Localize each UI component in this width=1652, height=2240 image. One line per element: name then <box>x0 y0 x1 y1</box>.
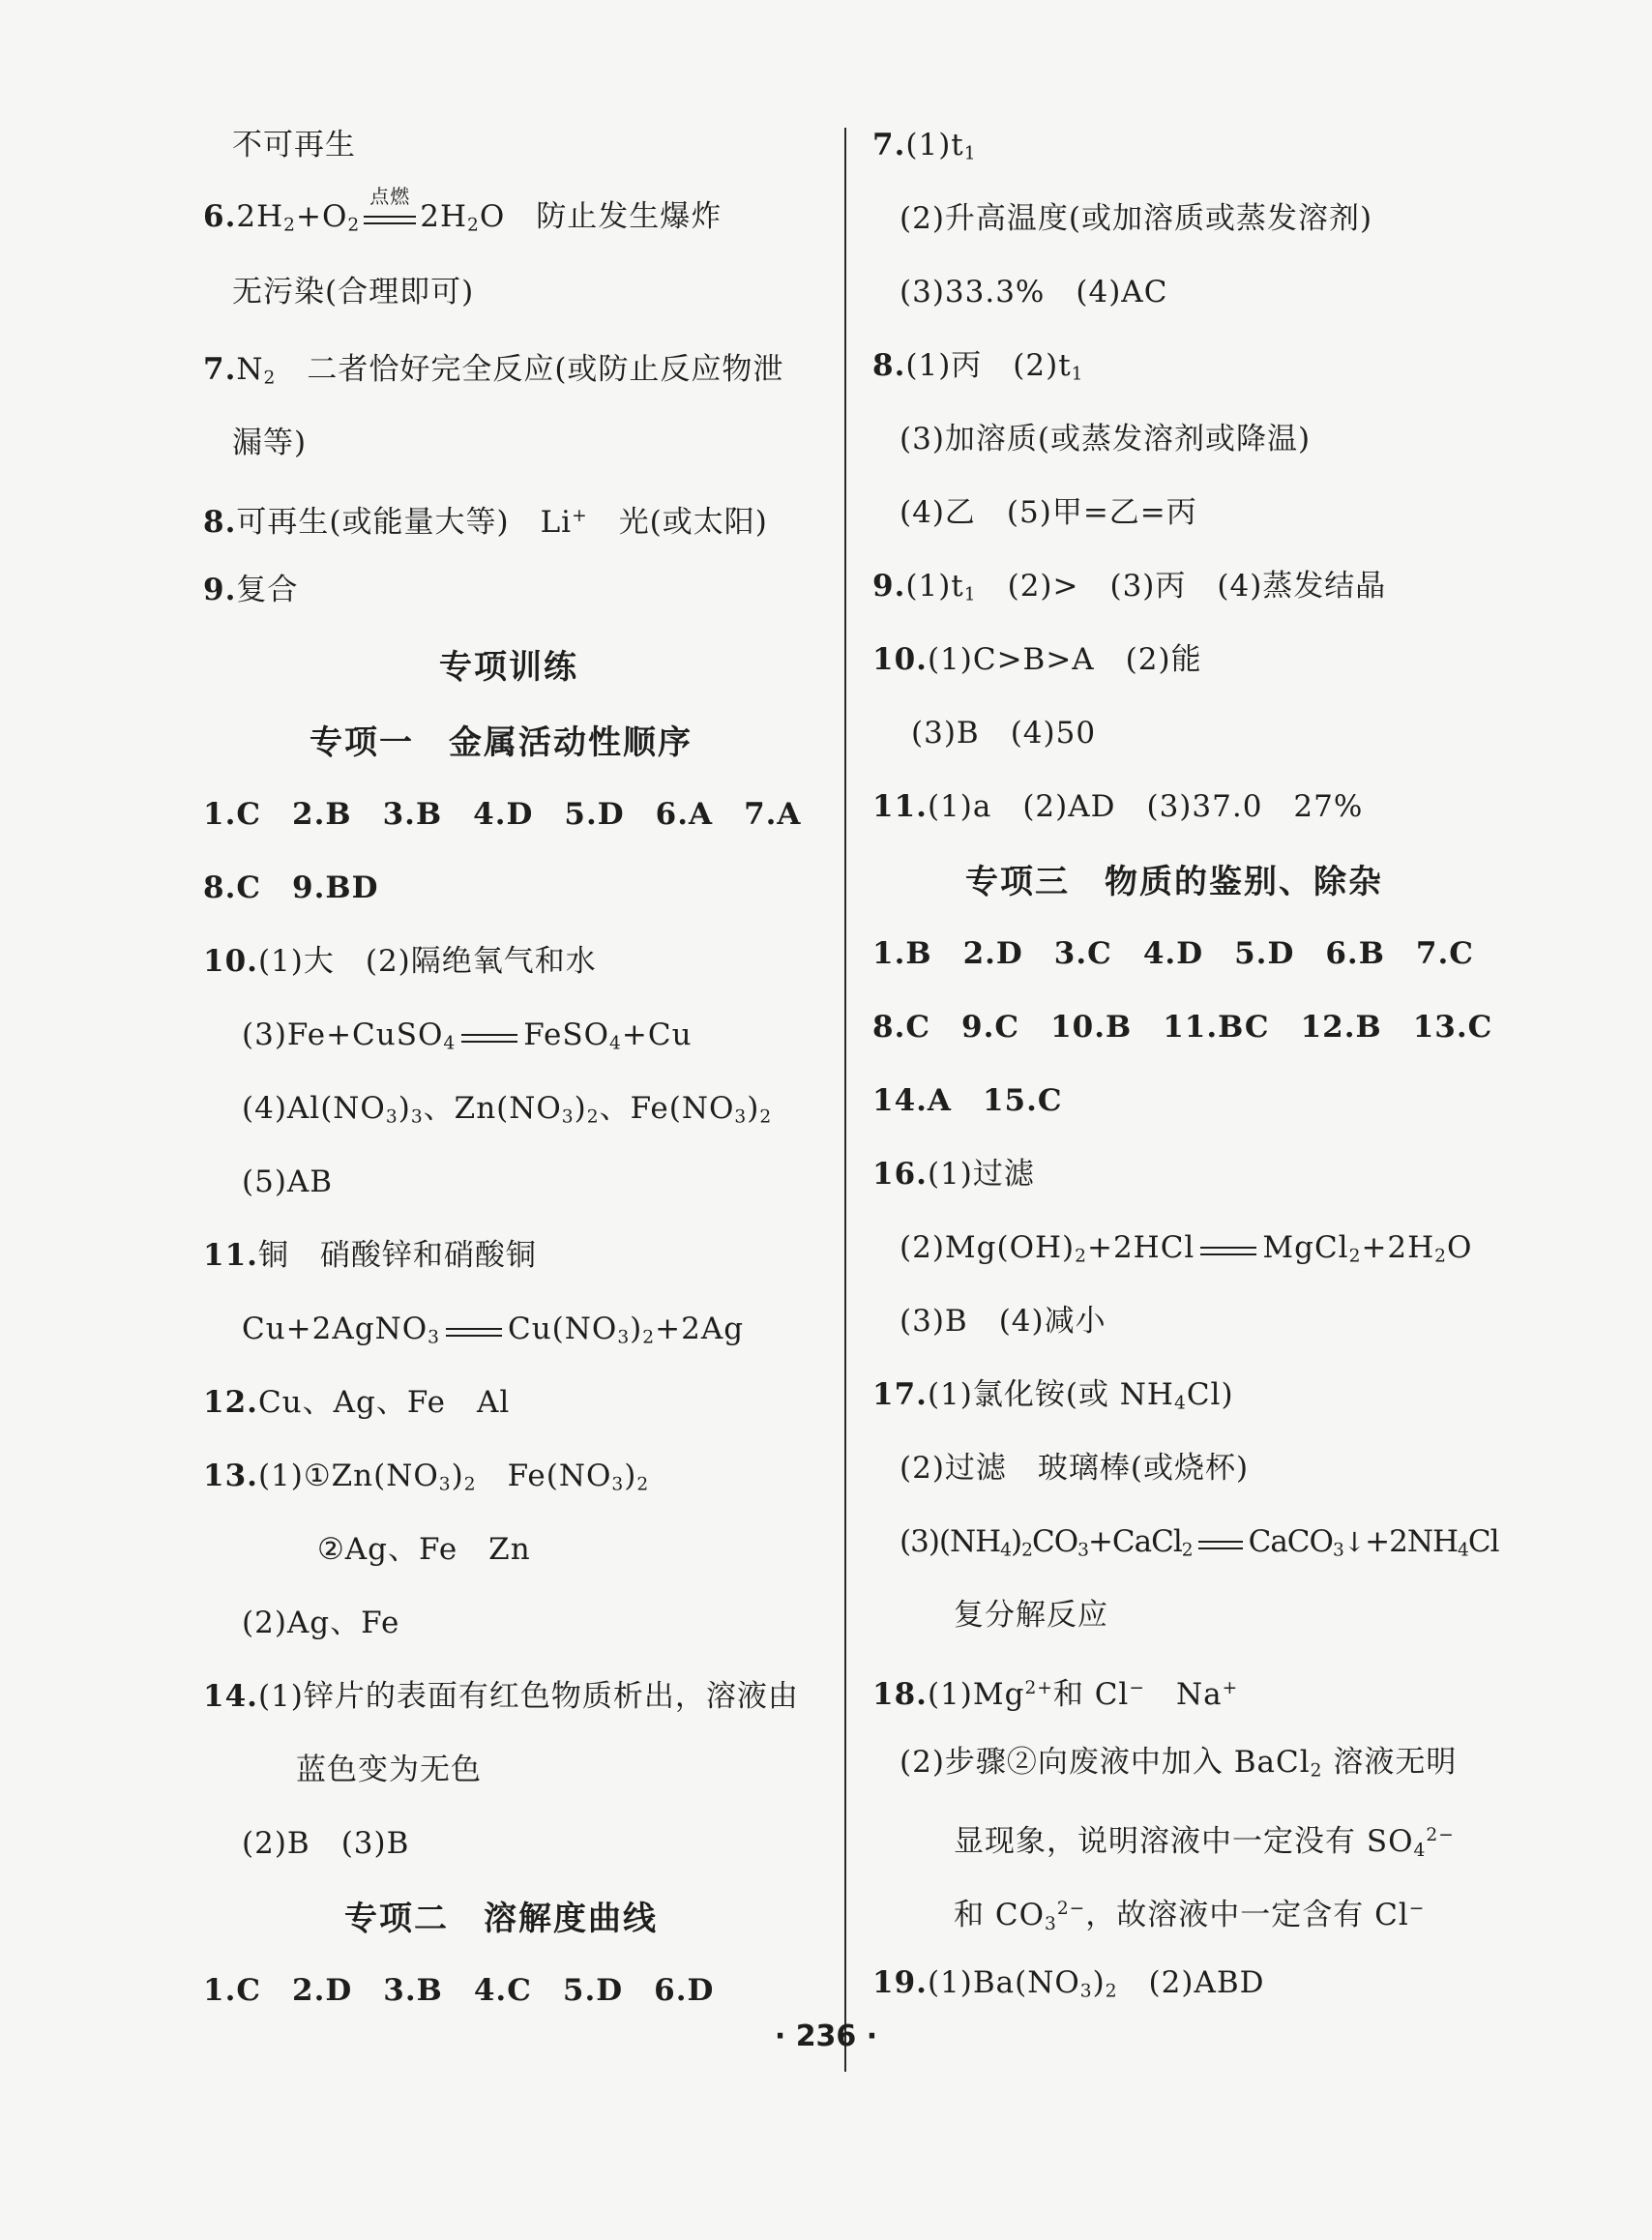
answer-line: 1.C 2.B 3.B 4.D 5.D 6.A 7.A <box>203 797 802 832</box>
answer-18: $18.(1)Mg^{2+}$和 Cl− Na+ <box>872 1677 1239 1713</box>
answer-line: (2)B (3)B <box>242 1826 410 1861</box>
question-number: 10. <box>872 642 928 677</box>
question-number: 10. <box>203 944 258 979</box>
answer-line: $(4)Al(NO_3)_3$、$Zn(NO_3)_2$、$Fe(NO_3)_2$ <box>242 1091 773 1128</box>
answer-line: (2)过滤 玻璃棒(或烧杯) <box>900 1451 1250 1486</box>
answer-13: $13.(1)①Zn(NO_3)_2$ $Fe(NO_3)_2$ <box>203 1459 650 1495</box>
answer-text: ，故溶液中一定含有 Cl <box>1085 1898 1409 1933</box>
answer-line: 不可再生 <box>232 128 356 162</box>
answer-line: 和 $CO_3^{2-}$，故溶液中一定含有 Cl− <box>954 1898 1426 1934</box>
answer-text: (1)过滤 <box>927 1157 1035 1192</box>
answer-line: (5)AB <box>242 1164 334 1199</box>
answer-19: $19.(1)Ba(NO_3)_2$ (2)ABD <box>872 1965 1265 2002</box>
answer-line: 复分解反应 <box>954 1598 1108 1633</box>
answer-text: 防止发生爆炸 <box>536 199 723 234</box>
chemical-equation: $(2)Mg(OH)_2+2HCl$ $MgCl_2+2H_2O$ <box>900 1230 1473 1267</box>
answer-text: (2)ABD <box>1148 1965 1265 2000</box>
section-title: 专项训练 <box>439 648 578 687</box>
column-divider <box>844 128 846 2072</box>
section-one-title: 专项一 金属活动性顺序 <box>310 723 693 762</box>
answer-9 <box>203 571 298 609</box>
answer-16 <box>872 1155 1035 1194</box>
answer-text: (2)> (3)丙 (4)蒸发结晶 <box>1007 569 1387 604</box>
answer-17: 17.(1)氯化铵(或 $NH_4Cl$) <box>872 1377 1234 1414</box>
answer-line: 8.C 9.C 10.B 11.BC 12.B 13.C <box>872 1010 1493 1045</box>
question-number: 14. <box>203 1679 258 1714</box>
chemical-equation: Cu+2AgNO$_3$ $Cu(NO_3)_2+2Ag$ <box>242 1312 745 1348</box>
page-number-value: 236 <box>795 2019 857 2053</box>
answer-line: 漏等) <box>232 426 308 460</box>
answer-line: 1.B 2.D 3.C 4.D 5.D 6.B 7.C <box>872 936 1474 971</box>
section-three-title: 专项三 物质的鉴别、除杂 <box>965 863 1383 901</box>
answer-text: 显现象，说明溶液中一定没有 SO <box>954 1824 1414 1860</box>
question-number: 8. <box>203 505 237 541</box>
answer-10 <box>872 640 1202 679</box>
answer-11 <box>872 787 1363 826</box>
answer-14 <box>203 1677 799 1716</box>
answer-line: ②Ag、Fe Zn <box>317 1532 531 1567</box>
answer-line: (3)B (4)减小 <box>900 1304 1106 1339</box>
question-number: 19. <box>872 1965 928 2000</box>
answer-7: $7.(1)t_1$ <box>872 128 977 164</box>
question-number: 9. <box>203 573 237 607</box>
question-number: 12. <box>203 1385 258 1420</box>
answer-text: (1)C>B>A (2)能 <box>927 642 1202 677</box>
answer-text: 溶液无明 <box>1333 1745 1458 1780</box>
answer-line: (4)乙 (5)甲=乙=丙 <box>900 495 1197 530</box>
answer-12 <box>203 1383 510 1422</box>
question-number: 13. <box>203 1459 258 1493</box>
answer-text: 铜 硝酸锌和硝酸铜 <box>257 1238 537 1273</box>
answer-text: (1)大 (2)隔绝氧气和水 <box>257 944 597 979</box>
answer-line: 显现象，说明溶液中一定没有 $SO_4^{2-}$ <box>954 1824 1455 1861</box>
answer-6: $6.2H_2+O_2$ 点燃 $2H_2O$ 防止发生爆炸 <box>203 184 723 236</box>
page-number: · 236 · <box>774 2019 878 2053</box>
question-number: 16. <box>872 1157 928 1192</box>
answer-7: $7.N_2$ 二者恰好完全反应(或防止反应物泄 <box>203 352 784 389</box>
question-number: 17. <box>872 1377 928 1412</box>
answer-9: $9.(1)t_1$ (2)> (3)丙 (4)蒸发结晶 <box>872 569 1387 605</box>
answer-line: (2)Ag、Fe <box>242 1606 400 1640</box>
answer-11 <box>203 1236 537 1275</box>
answer-text: 复合 <box>236 573 299 607</box>
question-number: 7. <box>203 352 237 387</box>
chemical-equation: $(3)(NH_4)_2CO_3+CaCl_2$ $CaCO_3↓+2NH_4Cl$ <box>900 1524 1499 1561</box>
section-two-title: 专项二 溶解度曲线 <box>344 1900 658 1938</box>
answer-text: 可再生(或能量大等) <box>236 505 510 541</box>
answer-8: 8.(1)丙 $(2)t_1$ <box>872 348 1084 385</box>
question-number: 7. <box>872 128 906 162</box>
answer-line: 蓝色变为无色 <box>296 1753 482 1787</box>
answer-text: 二者恰好完全反应(或防止反应物泄 <box>307 352 784 387</box>
reaction-condition: 点燃 <box>362 204 418 233</box>
answer-text: (1)锌片的表面有红色物质析出，溶液由 <box>257 1679 799 1714</box>
answer-text: (2)步骤②向废液中加入 BaCl <box>900 1745 1311 1780</box>
question-number: 11. <box>872 789 928 824</box>
answer-line: 14.A 15.C <box>872 1083 1063 1118</box>
answer-line: (3)33.3% (4)AC <box>900 275 1168 309</box>
answer-text: (1)a (2)AD (3)37.0 27% <box>927 789 1364 824</box>
answer-line: (2)步骤②向废液中加入 BaCl$_2$ 溶液无明 <box>900 1745 1458 1782</box>
answer-text: 和 CO <box>954 1898 1045 1933</box>
answer-line: (3)B (4)50 <box>911 716 1097 751</box>
answer-8: 8.可再生(或能量大等) Li+ 光(或太阳) <box>203 505 768 541</box>
question-number: 9. <box>872 569 906 604</box>
answer-text: Cu、Ag、Fe Al <box>257 1385 511 1420</box>
question-number: 6. <box>203 199 237 234</box>
answer-line: (3)加溶质(或蒸发溶剂或降温) <box>900 422 1312 457</box>
question-number: 8. <box>872 348 906 383</box>
answer-line: (2)升高温度(或加溶质或蒸发溶剂) <box>900 201 1373 236</box>
answer-line: 8.C 9.BD <box>203 870 379 905</box>
answer-line: 1.C 2.D 3.B 4.C 5.D 6.D <box>203 1973 715 2008</box>
chemical-equation: (3)Fe+CuSO$_4$ FeSO$_4$+Cu <box>242 1017 693 1054</box>
question-number: 11. <box>203 1238 258 1273</box>
answer-10 <box>203 942 597 981</box>
question-number: 18. <box>872 1677 928 1713</box>
answer-text: 光(或太阳) <box>618 505 768 541</box>
answer-line: 无污染(合理即可) <box>232 275 475 309</box>
